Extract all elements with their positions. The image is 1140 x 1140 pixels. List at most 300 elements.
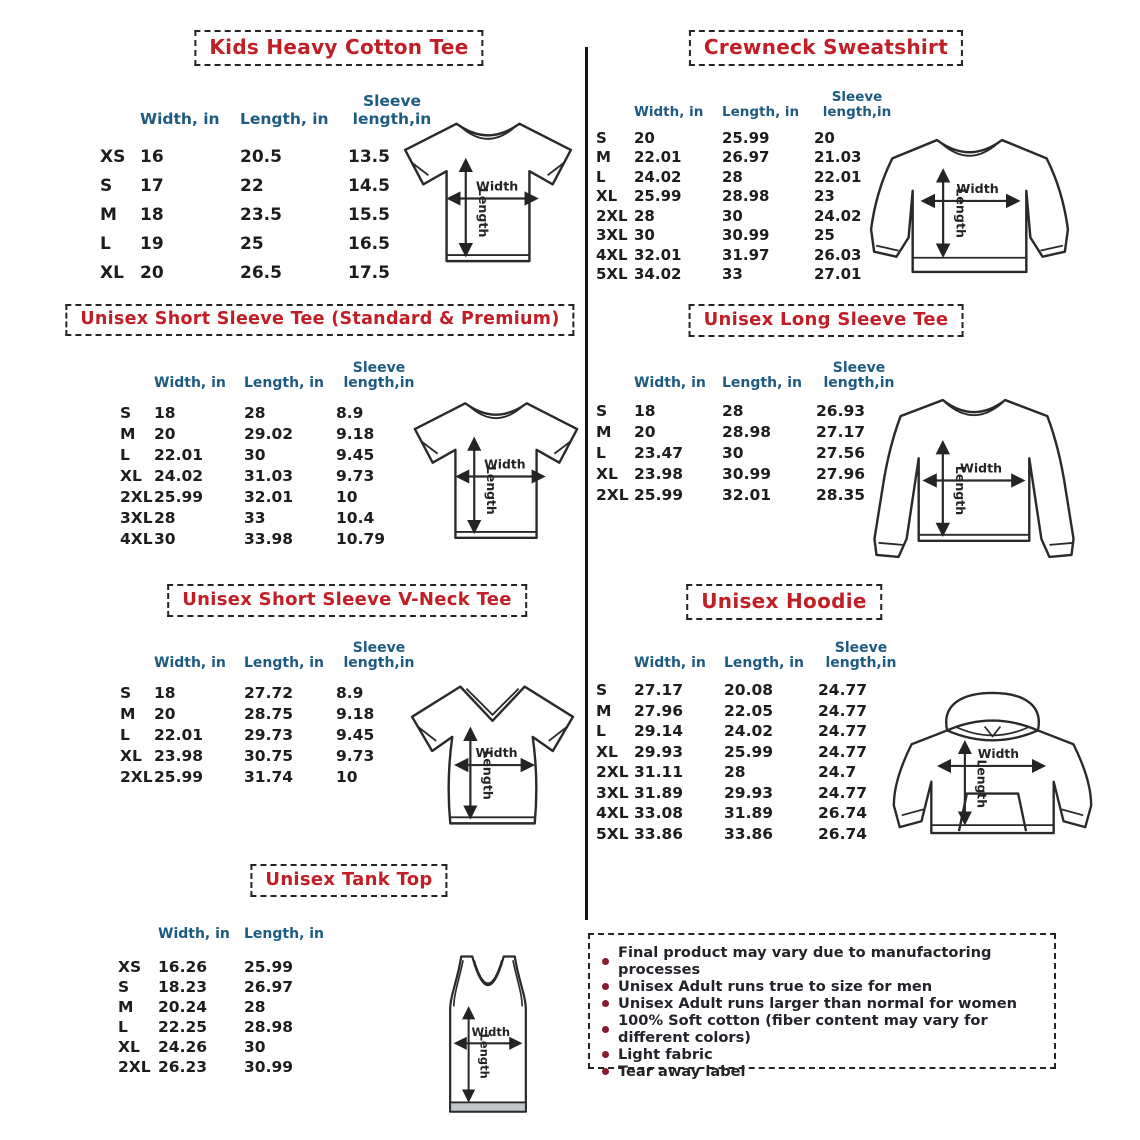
size-value: 26.23 <box>158 1058 208 1076</box>
size-value: 20 <box>814 128 835 147</box>
size-value: 10.4 <box>336 508 375 527</box>
size-label: 4XL <box>596 804 629 823</box>
size-value: 26.74 <box>818 804 868 823</box>
column-header-row <box>100 80 436 130</box>
column-header: Length, in <box>724 655 805 672</box>
size-value: 10 <box>336 487 358 506</box>
size-row <box>118 1037 344 1057</box>
column-header: Length, in <box>244 375 325 392</box>
size-value: 33.98 <box>244 529 294 548</box>
width-label: Width <box>475 745 518 761</box>
size-value: 24.02 <box>724 722 774 741</box>
size-value: 22.01 <box>814 167 862 186</box>
size-value: 9.18 <box>336 704 375 723</box>
length-label: Length <box>484 466 499 515</box>
section-title: Unisex Short Sleeve V-Neck Tee <box>167 584 527 617</box>
size-row <box>118 1057 344 1077</box>
size-label: L <box>596 167 606 186</box>
size-row <box>100 200 436 229</box>
size-row <box>100 258 436 287</box>
size-label: XS <box>118 958 142 976</box>
size-value: 30.99 <box>722 226 770 245</box>
size-value: 26.5 <box>240 262 282 283</box>
size-value: 26.93 <box>816 401 866 420</box>
size-value: 24.77 <box>818 681 868 700</box>
size-value: 10 <box>336 767 358 786</box>
tank-top-illustration <box>428 950 548 1120</box>
size-row <box>120 766 422 787</box>
size-table <box>120 352 422 549</box>
size-value: 23.98 <box>634 464 684 483</box>
size-value: 28 <box>244 998 266 1016</box>
size-value: 24.02 <box>154 466 204 485</box>
column-header: Sleeve length,in <box>823 359 895 392</box>
length-label: Length <box>974 759 989 808</box>
size-value: 22.01 <box>154 445 204 464</box>
size-value: 30.75 <box>244 746 294 765</box>
size-label: 2XL <box>596 485 629 504</box>
size-label: 5XL <box>596 824 629 843</box>
size-value: 28 <box>634 206 655 225</box>
width-label: Width <box>959 460 1003 476</box>
size-value: 29.02 <box>244 424 294 443</box>
size-value: 28.98 <box>244 1018 294 1036</box>
size-value: 18 <box>154 683 176 702</box>
size-label: S <box>596 401 608 420</box>
column-header: Length, in <box>244 655 325 672</box>
length-label: Length <box>475 187 491 238</box>
size-value: 22 <box>240 175 264 196</box>
size-label: 5XL <box>596 265 628 284</box>
size-value: 30 <box>722 443 744 462</box>
garment-outline <box>871 140 1068 272</box>
size-value: 9.45 <box>336 725 375 744</box>
size-value: 31.03 <box>244 466 294 485</box>
size-label: M <box>100 204 117 225</box>
size-value: 26.97 <box>722 148 770 167</box>
size-row <box>118 1017 344 1037</box>
size-row <box>596 762 904 783</box>
size-value: 25.99 <box>154 487 204 506</box>
size-label: M <box>596 422 612 441</box>
width-label: Width <box>956 180 999 196</box>
size-value: 8.9 <box>336 403 364 422</box>
size-value: 29.93 <box>634 742 684 761</box>
size-value: 30 <box>722 206 743 225</box>
size-label: S <box>596 128 607 147</box>
note-item <box>602 1046 1042 1063</box>
size-value: 31.89 <box>724 804 774 823</box>
size-label: 3XL <box>120 508 153 527</box>
size-row <box>596 742 904 763</box>
size-value: 31.97 <box>722 245 770 264</box>
size-label: S <box>120 683 132 702</box>
size-label: 2XL <box>596 763 629 782</box>
hem-band <box>450 1102 526 1111</box>
length-label: Length <box>952 465 968 516</box>
size-value: 31.89 <box>634 783 684 802</box>
width-label: Width <box>977 747 1020 762</box>
size-value: 32.01 <box>634 245 682 264</box>
size-column-spacer <box>596 392 634 394</box>
column-header: Length, in <box>722 103 800 120</box>
size-value: 30 <box>244 1038 266 1056</box>
size-row <box>596 442 902 463</box>
size-value: 26.97 <box>244 978 294 996</box>
size-value: 25.99 <box>634 187 682 206</box>
column-header: Length, in <box>244 926 325 943</box>
column-header-row <box>120 352 422 394</box>
column-header-row <box>118 905 344 945</box>
size-table <box>596 352 902 505</box>
size-value: 25.99 <box>724 742 774 761</box>
long-sleeve-tee-illustration <box>860 388 1092 574</box>
size-row <box>596 484 902 505</box>
size-value: 20 <box>154 424 176 443</box>
size-value: 17 <box>140 175 164 196</box>
column-header: Sleeve length,in <box>343 639 415 672</box>
size-label: M <box>120 424 136 443</box>
size-row <box>120 423 422 444</box>
size-column-spacer <box>596 120 634 122</box>
bullet-dot <box>602 1026 609 1033</box>
column-header: Width, in <box>154 655 226 672</box>
size-value: 31.11 <box>634 763 684 782</box>
size-value: 22.05 <box>724 701 774 720</box>
size-row <box>120 724 422 745</box>
size-column-spacer <box>100 128 140 130</box>
size-value: 28 <box>722 401 744 420</box>
size-row <box>596 148 900 168</box>
section-title: Unisex Short Sleeve Tee (Standard & Premium) <box>65 304 574 336</box>
note-item <box>602 995 1042 1012</box>
size-value: 26.03 <box>814 245 862 264</box>
size-label: L <box>596 722 606 741</box>
size-value: 33 <box>244 508 266 527</box>
size-table <box>100 80 436 287</box>
size-label: 4XL <box>596 245 628 264</box>
size-row <box>120 486 422 507</box>
size-value: 27.96 <box>634 701 684 720</box>
size-value: 30 <box>634 226 655 245</box>
size-row <box>596 721 904 742</box>
size-value: 26.74 <box>818 824 868 843</box>
size-value: 28 <box>154 508 176 527</box>
size-value: 27.96 <box>816 464 866 483</box>
size-value: 20 <box>634 128 655 147</box>
column-header-row <box>596 80 900 122</box>
v-neck-tee-illustration <box>400 668 586 840</box>
size-label: XL <box>118 1038 140 1056</box>
size-value: 16 <box>140 146 164 167</box>
size-value: 8.9 <box>336 683 364 702</box>
size-value: 33.86 <box>724 824 774 843</box>
column-header: Width, in <box>634 655 706 672</box>
size-value: 28.98 <box>722 187 770 206</box>
size-label: M <box>596 701 612 720</box>
size-label: 2XL <box>118 1058 151 1076</box>
size-value: 22.01 <box>634 148 682 167</box>
size-value: 23.5 <box>240 204 282 225</box>
column-header: Sleeve length,in <box>825 639 897 672</box>
size-value: 27.17 <box>816 422 866 441</box>
size-value: 21.03 <box>814 148 862 167</box>
size-label: 3XL <box>596 226 628 245</box>
size-value: 10.79 <box>336 529 386 548</box>
size-row <box>596 701 904 722</box>
size-row <box>120 444 422 465</box>
size-row <box>596 128 900 148</box>
size-value: 33.86 <box>634 824 684 843</box>
size-value: 15.5 <box>348 204 390 225</box>
size-row <box>100 229 436 258</box>
size-label: M <box>596 148 611 167</box>
size-value: 9.18 <box>336 424 375 443</box>
size-row <box>120 507 422 528</box>
size-row <box>100 171 436 200</box>
length-label: Length <box>953 188 969 239</box>
sweatshirt-illustration <box>866 126 1074 284</box>
size-label: S <box>120 403 132 422</box>
tee-illustration <box>392 110 584 290</box>
size-value: 22.25 <box>158 1018 208 1036</box>
column-header: Width, in <box>140 109 220 128</box>
size-value: 20 <box>154 704 176 723</box>
size-value: 24.7 <box>818 763 857 782</box>
note-item <box>602 978 1042 995</box>
width-label: Width <box>484 457 526 472</box>
size-value: 18 <box>634 401 656 420</box>
size-value: 20 <box>140 262 164 283</box>
column-header: Length, in <box>240 109 329 128</box>
size-value: 30.99 <box>722 464 772 483</box>
size-row <box>596 803 904 824</box>
size-value: 28.98 <box>722 422 772 441</box>
size-row <box>596 265 900 285</box>
column-header: Width, in <box>158 926 230 943</box>
size-value: 16.5 <box>348 233 390 254</box>
note-text: Unisex Adult runs larger than normal for women <box>618 995 1018 1012</box>
size-row <box>596 187 900 207</box>
size-label: XL <box>596 464 618 483</box>
size-row <box>596 206 900 226</box>
size-value: 24.77 <box>818 722 868 741</box>
notes-box <box>588 933 1056 1080</box>
size-label: M <box>118 998 134 1016</box>
size-label: M <box>120 704 136 723</box>
bullet-dot <box>602 983 609 990</box>
size-label: S <box>118 978 130 996</box>
section-title: Crewneck Sweatshirt <box>689 30 963 66</box>
size-label: L <box>596 443 606 462</box>
size-value: 29.73 <box>244 725 294 744</box>
size-value: 32.01 <box>244 487 294 506</box>
size-value: 25.99 <box>722 128 770 147</box>
size-label: XL <box>596 742 618 761</box>
size-label: L <box>100 233 111 254</box>
size-value: 22.01 <box>154 725 204 744</box>
note-item <box>602 1012 1042 1046</box>
size-value: 30 <box>154 529 176 548</box>
section-title: Unisex Long Sleeve Tee <box>689 304 964 337</box>
column-header: Sleeve length,in <box>343 359 415 392</box>
size-value: 25 <box>240 233 264 254</box>
size-value: 28.75 <box>244 704 294 723</box>
size-value: 24.77 <box>818 701 868 720</box>
size-value: 30.99 <box>244 1058 294 1076</box>
size-value: 25.99 <box>154 767 204 786</box>
bullet-dot <box>602 1000 609 1007</box>
section-title: Kids Heavy Cotton Tee <box>194 30 483 66</box>
column-header: Sleeve length,in <box>352 92 432 128</box>
size-value: 19 <box>140 233 164 254</box>
size-row <box>596 245 900 265</box>
size-row <box>596 226 900 246</box>
size-value: 18.23 <box>158 978 208 996</box>
size-value: 28 <box>724 763 746 782</box>
section-title: Unisex Hoodie <box>686 584 882 620</box>
size-column-spacer <box>118 943 158 945</box>
note-item <box>602 1063 1042 1080</box>
size-value: 27.17 <box>634 681 684 700</box>
size-label: 3XL <box>596 783 629 802</box>
size-row <box>596 824 904 845</box>
size-value: 20.24 <box>158 998 208 1016</box>
size-table <box>120 632 422 787</box>
size-value: 13.5 <box>348 146 390 167</box>
size-value: 9.45 <box>336 445 375 464</box>
size-value: 30 <box>244 445 266 464</box>
size-row <box>118 997 344 1017</box>
length-label: Length <box>477 1033 492 1079</box>
bullet-dot <box>602 1051 609 1058</box>
size-row <box>120 528 422 549</box>
size-value: 20.08 <box>724 681 774 700</box>
size-value: 24.02 <box>814 206 862 225</box>
size-value: 25 <box>814 226 835 245</box>
size-row <box>100 142 436 171</box>
size-label: 2XL <box>120 487 153 506</box>
size-label: XS <box>100 146 126 167</box>
size-value: 16.26 <box>158 958 208 976</box>
size-row <box>596 783 904 804</box>
size-label: L <box>118 1018 128 1036</box>
note-item <box>602 944 1042 978</box>
size-label: L <box>120 445 130 464</box>
size-column-spacer <box>120 392 154 394</box>
size-row <box>596 167 900 187</box>
size-label: 4XL <box>120 529 153 548</box>
size-row <box>120 703 422 724</box>
size-row <box>120 682 422 703</box>
size-label: 2XL <box>596 206 628 225</box>
size-value: 23.98 <box>154 746 204 765</box>
note-text: Final product may vary due to manufactoring processes <box>618 944 992 978</box>
size-label: XL <box>120 746 142 765</box>
size-value: 18 <box>140 204 164 225</box>
size-label: XL <box>120 466 142 485</box>
column-header-row <box>120 632 422 674</box>
size-value: 25.99 <box>634 485 684 504</box>
size-value: 23 <box>814 187 835 206</box>
size-value: 27.72 <box>244 683 294 702</box>
size-value: 20 <box>634 422 656 441</box>
size-table <box>596 80 900 284</box>
size-value: 25.99 <box>244 958 294 976</box>
width-label: Width <box>471 1024 511 1039</box>
size-value: 24.77 <box>818 742 868 761</box>
size-row <box>118 977 344 997</box>
size-value: 9.73 <box>336 746 375 765</box>
size-value: 20.5 <box>240 146 282 167</box>
size-value: 29.93 <box>724 783 774 802</box>
size-row <box>120 465 422 486</box>
column-header: Width, in <box>634 375 706 392</box>
size-value: 28.35 <box>816 485 866 504</box>
size-value: 24.26 <box>158 1038 208 1056</box>
column-header-row <box>596 352 902 394</box>
size-value: 23.47 <box>634 443 684 462</box>
size-table <box>118 905 344 1077</box>
bullet-dot <box>602 1068 609 1075</box>
size-value: 24.77 <box>818 783 868 802</box>
column-header: Width, in <box>634 103 704 120</box>
size-column-spacer <box>120 672 154 674</box>
note-text: Tear away label <box>618 1063 746 1080</box>
column-header: Width, in <box>154 375 226 392</box>
size-value: 24.02 <box>634 167 682 186</box>
garment-outline <box>874 400 1073 557</box>
size-row <box>596 421 902 442</box>
size-label: XL <box>100 262 124 283</box>
size-value: 17.5 <box>348 262 390 283</box>
size-value: 18 <box>154 403 176 422</box>
hood-outline <box>946 693 1039 730</box>
size-label: XL <box>596 187 618 206</box>
length-label: Length <box>480 750 496 800</box>
size-value: 14.5 <box>348 175 390 196</box>
width-label: Width <box>475 178 519 194</box>
note-text: Light fabric <box>618 1046 713 1063</box>
size-value: 32.01 <box>722 485 772 504</box>
size-value: 28 <box>244 403 266 422</box>
note-text: Unisex Adult runs true to size for men <box>618 978 933 995</box>
size-value: 9.73 <box>336 466 375 485</box>
tee-illustration <box>402 390 590 566</box>
size-value: 29.14 <box>634 722 684 741</box>
note-text: 100% Soft cotton (fiber content may vary for different colors) <box>618 1012 988 1046</box>
hoodie-illustration <box>882 672 1104 856</box>
size-value: 34.02 <box>634 265 682 284</box>
size-value: 27.56 <box>816 443 866 462</box>
size-row <box>596 680 904 701</box>
size-row <box>118 957 344 977</box>
size-label: L <box>120 725 130 744</box>
column-header: Sleeve length,in <box>822 88 892 120</box>
size-column-spacer <box>596 672 634 674</box>
size-row <box>596 463 902 484</box>
size-value: 27.01 <box>814 265 862 284</box>
size-value: 33.08 <box>634 804 684 823</box>
size-label: 2XL <box>120 767 153 786</box>
size-value: 33 <box>722 265 743 284</box>
size-label: S <box>100 175 113 196</box>
size-row <box>596 400 902 421</box>
section-title: Unisex Tank Top <box>250 864 447 897</box>
size-value: 28 <box>722 167 743 186</box>
size-row <box>120 745 422 766</box>
bullet-dot <box>602 958 609 965</box>
